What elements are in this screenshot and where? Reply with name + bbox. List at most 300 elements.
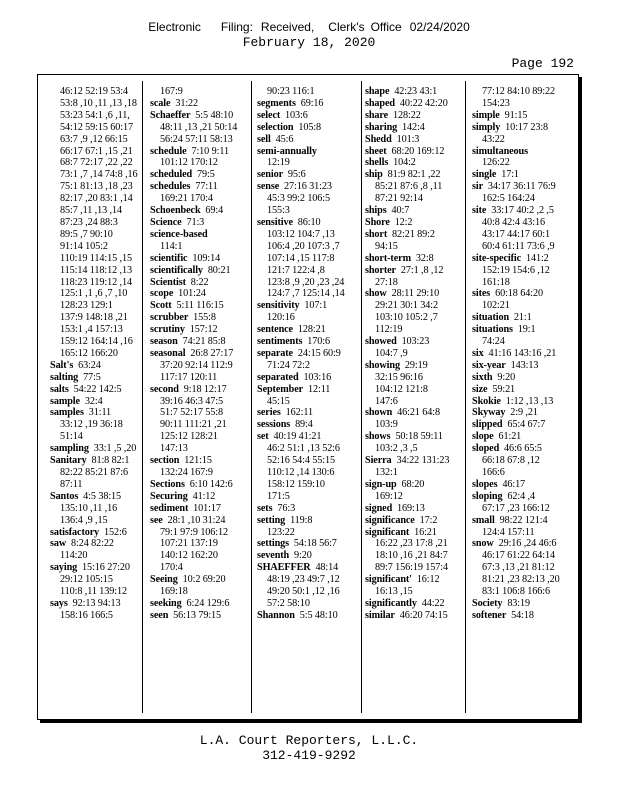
index-refs: 54:18 56:7: [289, 538, 337, 550]
index-word: simply: [472, 121, 501, 133]
index-word: settings: [257, 538, 290, 550]
index-word: sense: [257, 181, 280, 193]
index-entry: [50, 598, 144, 610]
index-refs: 6:10 142:6: [184, 478, 233, 490]
index-continuation: 63:7 ,9 ,12 66:15: [60, 133, 128, 145]
index-entry: [472, 312, 566, 324]
index-continuation: 66:17 67:1 ,15 ,21: [60, 145, 133, 157]
index-refs: 41:12: [187, 490, 216, 502]
index-refs: 48:14: [310, 562, 339, 574]
index-refs: 105:8: [293, 121, 322, 133]
index-continuation: 169:12: [375, 490, 403, 502]
index-entry: [150, 146, 244, 158]
index-entry: [365, 98, 459, 110]
index-entry: [150, 181, 244, 193]
index-word: Sierra: [365, 455, 392, 467]
index-entry: [472, 146, 566, 158]
index-refs: 103:16: [298, 371, 332, 383]
index-word: significance: [365, 514, 415, 526]
index-entry: [50, 538, 144, 550]
index-continuation: 12:19: [267, 157, 290, 169]
index-entry: [257, 431, 351, 443]
index-refs: 32:4: [79, 395, 103, 407]
index-refs: 4:5 38:15: [78, 490, 122, 502]
index-entry: [50, 407, 144, 419]
index-entry: [50, 384, 144, 396]
index-entry: [365, 253, 459, 265]
index-refs: 46:20 74:15: [394, 609, 448, 621]
index-entry: [472, 384, 566, 396]
index-refs: 63:24: [73, 359, 101, 371]
index-entry: [365, 217, 459, 229]
index-word: semi-annually: [257, 145, 317, 157]
index-word: saying: [50, 562, 78, 574]
index-word: signed: [365, 502, 393, 514]
index-word: scope: [150, 288, 174, 300]
index-refs: 21:1: [509, 312, 532, 324]
index-continuation: 73:1 ,7 ,14 74:8 ,16: [60, 169, 138, 181]
index-entry: [365, 157, 459, 169]
index-word: scrutiny: [150, 324, 185, 336]
index-word: showing: [365, 359, 400, 371]
index-entry: [257, 181, 351, 193]
index-word: schedules: [150, 181, 191, 193]
index-word: site-specific: [472, 252, 522, 264]
index-continuation: 16:22 ,23 17:8 ,21: [375, 538, 448, 550]
index-continuation: 49:20 50:1 ,12 ,16: [267, 586, 340, 598]
index-column: [257, 86, 351, 622]
index-entry: [257, 610, 351, 622]
index-continuation: 103:2 ,3 ,5: [375, 443, 418, 455]
index-word: Seeing: [150, 574, 178, 586]
index-continuation: 132:1: [375, 467, 398, 478]
index-word: sell: [257, 133, 271, 145]
index-entry: [472, 479, 566, 491]
index-continuation: 124:7 ,7 125:14 ,14: [267, 288, 345, 300]
index-refs: 162:11: [280, 407, 313, 419]
index-continuation: 87:21 92:14: [375, 193, 423, 205]
index-continuation: 75:1 81:13 ,18 ,23: [60, 181, 133, 193]
index-entry: [257, 384, 351, 396]
column-divider: [361, 81, 362, 713]
index-entry: [365, 479, 459, 491]
index-word: sediment: [150, 502, 189, 514]
index-word: Sections: [150, 478, 185, 490]
index-refs: 101:17: [188, 502, 221, 514]
index-continuation: 54:12 59:15 60:17: [60, 121, 134, 133]
index-refs: 50:18 59:11: [390, 431, 443, 443]
index-refs: 83:19: [502, 597, 531, 609]
index-entry: [365, 455, 459, 467]
index-word: shorter: [365, 264, 396, 276]
index-entry: [257, 300, 351, 312]
index-refs: 60:18 64:20: [490, 288, 543, 300]
index-entry: [150, 455, 244, 467]
index-word: show: [365, 288, 387, 300]
index-word: setting: [257, 514, 286, 526]
index-continuation: 147:6: [375, 395, 398, 407]
index-refs: 1:12 ,13 ,13: [500, 395, 554, 407]
index-refs: 31:22: [170, 97, 199, 109]
index-word: Sanitary: [50, 455, 87, 467]
index-refs: 103:23: [396, 336, 430, 348]
index-entry: [472, 324, 566, 336]
index-continuation: 123:22: [267, 526, 295, 538]
index-refs: 69:4: [200, 205, 224, 217]
index-word: senior: [257, 169, 283, 181]
index-refs: 12:11: [303, 383, 331, 395]
index-entry: [50, 455, 144, 467]
index-continuation: 77:12 84:10 89:22: [482, 86, 556, 97]
index-refs: 9:20: [289, 550, 312, 562]
index-refs: 91:15: [499, 109, 528, 121]
index-continuation: 52:16 54:4 55:15: [267, 455, 336, 467]
index-entry: [150, 598, 244, 610]
index-word: sessions: [257, 419, 291, 431]
index-word: six-year: [472, 359, 506, 371]
index-refs: 15:16 27:20: [77, 562, 130, 574]
index-continuation: 74:24: [482, 336, 505, 348]
index-entry: [257, 407, 351, 419]
index-refs: 77:11: [190, 181, 218, 193]
index-refs: 6:24 129:6: [181, 597, 230, 609]
index-continuation: 89:7 156:19 157:4: [375, 562, 449, 574]
index-continuation: 126:22: [482, 157, 510, 169]
index-word: slope: [472, 431, 494, 443]
index-word: scale: [150, 97, 171, 109]
index-word: separate: [257, 347, 293, 359]
index-box: [37, 74, 579, 720]
index-continuation: 45:15: [267, 395, 290, 407]
index-continuation: 82:17 ,20 83:1 ,14: [60, 193, 133, 205]
index-continuation: 114:20: [60, 550, 88, 562]
column-divider: [142, 81, 143, 713]
index-word: shows: [365, 431, 391, 443]
index-continuation: 159:12 164:14 ,16: [60, 336, 133, 348]
index-continuation: 104:7 ,9: [375, 347, 408, 359]
index-continuation: 87:23 ,24 88:3: [60, 216, 118, 228]
index-refs: 34:22 131:23: [391, 455, 450, 467]
index-entry: [472, 360, 566, 372]
index-entry: [365, 86, 459, 98]
index-continuation: 158:12 159:10: [267, 478, 325, 490]
index-word: snow: [472, 538, 494, 550]
index-word: sets: [257, 502, 273, 514]
index-continuation: 46:17 61:22 64:14: [482, 550, 556, 562]
index-entry: [472, 348, 566, 360]
index-word: see: [150, 514, 163, 526]
index-continuation: 153:1 ,4 157:13: [60, 324, 123, 336]
index-refs: 12:2: [389, 216, 413, 228]
index-refs: 104:2: [388, 157, 416, 169]
index-word: scrubber: [150, 312, 189, 324]
index-entry: [150, 384, 244, 396]
index-continuation: 103:9: [375, 419, 398, 431]
index-refs: 101:3: [391, 133, 420, 145]
index-entry: [472, 396, 566, 408]
index-continuation: 16:13 ,15: [375, 586, 413, 598]
index-refs: 71:3: [181, 216, 205, 228]
index-continuation: 124:4 157:11: [482, 526, 535, 538]
index-entry: [50, 360, 144, 372]
index-word: shells: [365, 157, 389, 169]
index-continuation: 103:12 104:7 ,13: [267, 228, 335, 240]
index-entry: [472, 169, 566, 181]
index-word: SHAEFFER: [257, 562, 311, 574]
index-continuation: 101:12 170:12: [160, 157, 218, 169]
index-word: schedule: [150, 145, 187, 157]
index-continuation: 135:10 ,11 ,16: [60, 502, 118, 514]
index-continuation: 29:12 105:15: [60, 574, 113, 586]
filing-header-part: Office: [370, 20, 402, 34]
index-continuation: 112:19: [375, 324, 403, 336]
index-refs: 61:21: [493, 431, 522, 443]
index-continuation: 45:3 99:2 106:5: [267, 193, 331, 205]
index-entry: [150, 503, 244, 515]
index-word: saw: [50, 538, 67, 550]
index-continuation: 123:8 ,9 ,20 ,23 ,24: [267, 276, 345, 288]
index-entry: [365, 134, 459, 146]
index-entry: [472, 181, 566, 193]
index-refs: 16:12: [411, 574, 440, 586]
index-refs: 77:5: [78, 371, 101, 383]
index-entry: [257, 217, 351, 229]
index-entry: [472, 110, 566, 122]
index-continuation: 125:12 128:21: [160, 431, 218, 443]
column-divider: [465, 81, 466, 713]
index-word: seasonal: [150, 347, 186, 359]
index-continuation: 53:23 54:1 ,6 ,11,: [60, 109, 130, 121]
index-continuation: 18:10 ,16 ,21 84:7: [375, 550, 448, 562]
index-refs: 10:2 69:20: [177, 574, 226, 586]
filing-header-part: Electronic: [148, 20, 201, 34]
index-refs: 46:21 64:8: [392, 407, 441, 419]
index-refs: 143:13: [505, 359, 539, 371]
index-word: sentiments: [257, 336, 303, 348]
index-continuation: 48:11 ,13 ,21 50:14: [160, 121, 238, 133]
index-refs: 141:2: [521, 252, 549, 264]
index-refs: 65:4 67:7: [502, 419, 546, 431]
index-continuation: 90:23 116:1: [267, 86, 315, 97]
index-continuation: 71:24 72:2: [267, 359, 310, 371]
index-continuation: 29:21 30:1 34:2: [375, 300, 439, 312]
index-refs: 40:19 41:21: [268, 431, 322, 443]
index-word: Securing: [150, 490, 188, 502]
index-continuation: 171:5: [267, 490, 290, 502]
index-entry: [365, 205, 459, 217]
filing-header: [0, 20, 618, 34]
index-continuation: 46:2 51:1 ,13 52:6: [267, 443, 340, 455]
index-word: sir: [472, 181, 484, 193]
index-continuation: 152:19 154:6 ,12: [482, 264, 550, 276]
index-entry: [50, 396, 144, 408]
index-entry: [150, 265, 244, 277]
index-word: sheet: [365, 145, 387, 157]
index-word: salts: [50, 383, 69, 395]
index-word: scientifically: [150, 264, 203, 276]
index-continuation: 118:23 119:12 ,14: [60, 276, 132, 288]
index-entry: [472, 598, 566, 610]
index-word: six: [472, 347, 484, 359]
index-word: significantly: [365, 597, 417, 609]
index-continuation: 107:14 ,15 117:8: [267, 252, 335, 264]
index-word: slipped: [472, 419, 503, 431]
index-entry: [472, 431, 566, 443]
page-number: Page 192: [511, 56, 574, 71]
index-refs: 152:6: [99, 526, 127, 538]
index-continuation: 90:11 111:21 ,21: [160, 419, 227, 431]
index-continuation: 46:12 52:19 53:4: [60, 86, 129, 97]
index-word: sensitivity: [257, 300, 300, 312]
index-word: series: [257, 407, 281, 419]
index-word: shaped: [365, 97, 395, 109]
index-word: shape: [365, 86, 390, 97]
index-entry: [257, 550, 351, 562]
index-refs: 170:6: [302, 336, 331, 348]
index-continuation: 117:17 120:11: [160, 371, 218, 383]
filing-header-part: 02/24/2020: [409, 20, 470, 34]
index-refs: 27:16 31:23: [279, 181, 332, 193]
index-entry: [365, 610, 459, 622]
index-continuation: 39:16 46:3 47:5: [160, 395, 224, 407]
index-continuation: 83:1 106:8 166:6: [482, 586, 551, 598]
index-refs: 33:1 ,5 ,20: [88, 443, 137, 455]
index-word: ships: [365, 205, 387, 217]
index-refs: 155:8: [188, 312, 216, 324]
index-word: significant: [365, 526, 410, 538]
index-word: Skyway: [472, 407, 506, 419]
index-word: softener: [472, 609, 507, 621]
index-refs: 9:20: [492, 371, 516, 383]
index-entry: [150, 288, 244, 300]
index-entry: [257, 372, 351, 384]
index-entry: [150, 253, 244, 265]
index-refs: 157:12: [184, 324, 218, 336]
index-continuation: 67:17 ,23 166:12: [482, 502, 550, 514]
index-continuation: 104:12 121:8: [375, 383, 428, 395]
reporter-company: L.A. Court Reporters, L.L.C.: [199, 733, 419, 748]
index-entry: [150, 169, 244, 181]
index-refs: 59:21: [487, 383, 516, 395]
index-word: short: [365, 228, 388, 240]
index-entry: [257, 515, 351, 527]
index-continuation: 43:22: [482, 133, 505, 145]
index-continuation: 94:15: [375, 240, 398, 252]
index-entry: [365, 288, 459, 300]
index-entry: [365, 122, 459, 134]
index-entry: [257, 146, 351, 158]
index-refs: 40:7: [386, 205, 410, 217]
index-continuation: 68:7 72:17 ,22 ,22: [60, 157, 133, 169]
index-refs: 5:11 116:15: [171, 300, 224, 312]
index-continuation: 27:18: [375, 276, 398, 288]
index-continuation: 147:13: [160, 443, 188, 455]
index-word: Shore: [365, 216, 390, 228]
index-entry: [257, 324, 351, 336]
index-continuation: 137:9 148:18 ,21: [60, 312, 128, 324]
index-word: sign-up: [365, 478, 397, 490]
index-entry: [472, 491, 566, 503]
index-entry: [257, 348, 351, 360]
index-refs: 81:9 82:1 ,22: [382, 169, 441, 181]
index-continuation: 155:3: [267, 205, 290, 217]
index-continuation: 120:16: [267, 312, 295, 324]
index-word: scheduled: [150, 169, 193, 181]
index-refs: 16:21: [409, 526, 437, 538]
index-entry: [257, 122, 351, 134]
index-entry: [150, 479, 244, 491]
index-refs: 69:16: [295, 97, 324, 109]
index-refs: 19:1: [512, 324, 536, 336]
index-continuation: 48:19 ,23 49:7 ,12: [267, 574, 340, 586]
index-refs: 33:17 40:2 ,2 ,5: [486, 205, 554, 217]
index-continuation: 106:4 ,20 107:3 ,7: [267, 240, 340, 252]
index-continuation: 66:18 67:8 ,12: [482, 455, 540, 467]
index-entry: [365, 515, 459, 527]
index-word: slopes: [472, 478, 498, 490]
index-refs: 169:13: [392, 502, 425, 514]
index-word: situation: [472, 312, 510, 324]
index-refs: 44:22: [416, 597, 445, 609]
index-continuation: 79:1 97:9 106:12: [160, 526, 229, 538]
index-refs: 98:22 121:4: [494, 514, 548, 526]
index-refs: 41:16 143:16 ,21: [483, 347, 557, 359]
index-refs: 27:1 ,8 ,12: [395, 264, 444, 276]
index-refs: 68:20 169:12: [386, 145, 445, 157]
index-word: Salt's: [50, 359, 74, 371]
index-entry: [365, 598, 459, 610]
index-refs: 29:16 ,24 46:6: [493, 538, 557, 550]
index-word: second: [150, 383, 179, 395]
index-entry: [150, 205, 244, 217]
index-word: Skokie: [472, 395, 501, 407]
index-entry: [365, 431, 459, 443]
index-refs: 45:6: [270, 133, 294, 145]
index-entry: [472, 372, 566, 384]
index-word: simultaneous: [472, 145, 528, 157]
index-column: [365, 86, 459, 622]
index-word: Schaeffer: [150, 109, 191, 121]
index-refs: 81:8 82:1: [86, 455, 130, 467]
filing-header-part: Received,: [260, 20, 315, 34]
index-entry: [365, 503, 459, 515]
index-continuation: 121:7 122:4 ,8: [267, 264, 325, 276]
index-word: section: [150, 455, 180, 467]
index-continuation: 166:6: [482, 467, 505, 478]
index-continuation: 56:24 57:11 58:13: [160, 133, 233, 145]
index-refs: 76:3: [272, 502, 296, 514]
index-continuation: 136:4 ,9 ,15: [60, 514, 108, 526]
index-entry: [150, 348, 244, 360]
index-continuation: 51:7 52:17 55:8: [160, 407, 224, 419]
index-continuation: 110:19 114:15 ,15: [60, 252, 132, 264]
index-word: segments: [257, 97, 296, 109]
index-refs: 80:21: [202, 264, 231, 276]
index-refs: 89:4: [290, 419, 313, 431]
index-entry: [257, 134, 351, 146]
index-word: Shannon: [257, 609, 295, 621]
index-continuation: 125:1 ,1 ,6 ,7 ,10: [60, 288, 128, 300]
index-refs: 92:13 94:13: [67, 597, 121, 609]
index-continuation: 154:23: [482, 97, 510, 109]
index-continuation: 165:12 166:20: [60, 347, 118, 359]
column-divider: [251, 81, 252, 713]
index-entry: [150, 98, 244, 110]
index-continuation: 103:10 105:2 ,7: [375, 312, 438, 324]
index-refs: 2:9 ,21: [505, 407, 538, 419]
index-refs: 28:1 ,10 31:24: [162, 514, 226, 526]
index-refs: 42:23 43:1: [389, 86, 438, 97]
